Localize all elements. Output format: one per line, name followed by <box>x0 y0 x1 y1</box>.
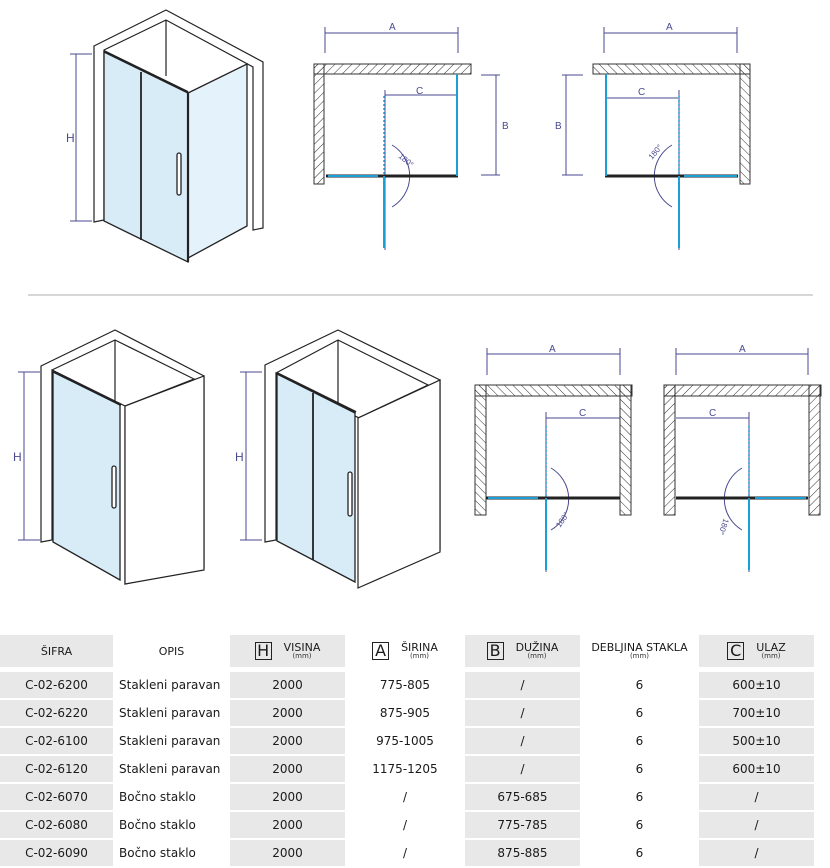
header-visina: H VISINA (mm) <box>230 635 345 667</box>
svg-text:C: C <box>416 86 424 97</box>
plan-corner-right <box>555 22 750 250</box>
h-dimension-icon: H <box>255 642 272 660</box>
header-ulaz: C ULAZ (mm) <box>699 635 814 667</box>
svg-text:180°: 180° <box>396 151 416 170</box>
render-single-door-niche <box>13 330 204 584</box>
svg-text:180°: 180° <box>554 510 572 530</box>
render-corner-enclosure <box>66 10 263 262</box>
c-dimension-icon: C <box>727 642 744 660</box>
header-sirina: A ŠIRINA (mm) <box>347 635 463 667</box>
plan-niche-left <box>475 344 632 572</box>
svg-text:C: C <box>709 408 717 419</box>
svg-text:B: B <box>502 121 509 132</box>
svg-text:180°: 180° <box>716 517 731 536</box>
svg-text:C: C <box>579 408 587 419</box>
svg-text:A: A <box>389 22 396 33</box>
table-header-row <box>0 635 814 667</box>
table-row: C-02-6120 Stakleni paravan 2000 1175-1205 / 6 600±10 <box>0 756 814 784</box>
b-dimension-icon: B <box>487 642 504 660</box>
render-double-door-niche <box>235 330 440 588</box>
table-row: C-02-6090 Bočno staklo 2000 / 875-885 6 / <box>0 840 814 868</box>
header-opis: OPIS <box>115 635 228 667</box>
table-row: C-02-6100 Stakleni paravan 2000 975-1005 / 6 500±10 <box>0 728 814 756</box>
table-row: C-02-6220 Stakleni paravan 2000 875-905 / 6 700±10 <box>0 700 814 728</box>
plan-niche-right <box>664 344 821 572</box>
svg-text:H: H <box>235 450 244 464</box>
svg-text:C: C <box>638 87 646 98</box>
section-divider <box>28 294 813 296</box>
h-label: H <box>66 131 75 145</box>
svg-text:A: A <box>666 22 673 33</box>
a-dimension-icon: A <box>372 642 389 660</box>
svg-text:180°: 180° <box>646 142 665 162</box>
svg-text:H: H <box>13 450 22 464</box>
table-row: C-02-6080 Bočno staklo 2000 / 775-785 6 / <box>0 812 814 840</box>
header-debljina: DEBLJINA STAKLA (mm) <box>582 635 697 667</box>
plan-corner-left <box>314 22 509 250</box>
svg-text:A: A <box>739 344 746 355</box>
header-duzina: B DUŽINA (mm) <box>465 635 580 667</box>
svg-text:A: A <box>549 344 556 355</box>
svg-text:B: B <box>555 121 562 132</box>
table-row: C-02-6070 Bočno staklo 2000 / 675-685 6 / <box>0 784 814 812</box>
header-sifra: ŠIFRA <box>0 635 113 667</box>
spec-table <box>0 635 814 868</box>
table-row: C-02-6200 Stakleni paravan 2000 775-805 / 6 600±10 <box>0 672 814 700</box>
